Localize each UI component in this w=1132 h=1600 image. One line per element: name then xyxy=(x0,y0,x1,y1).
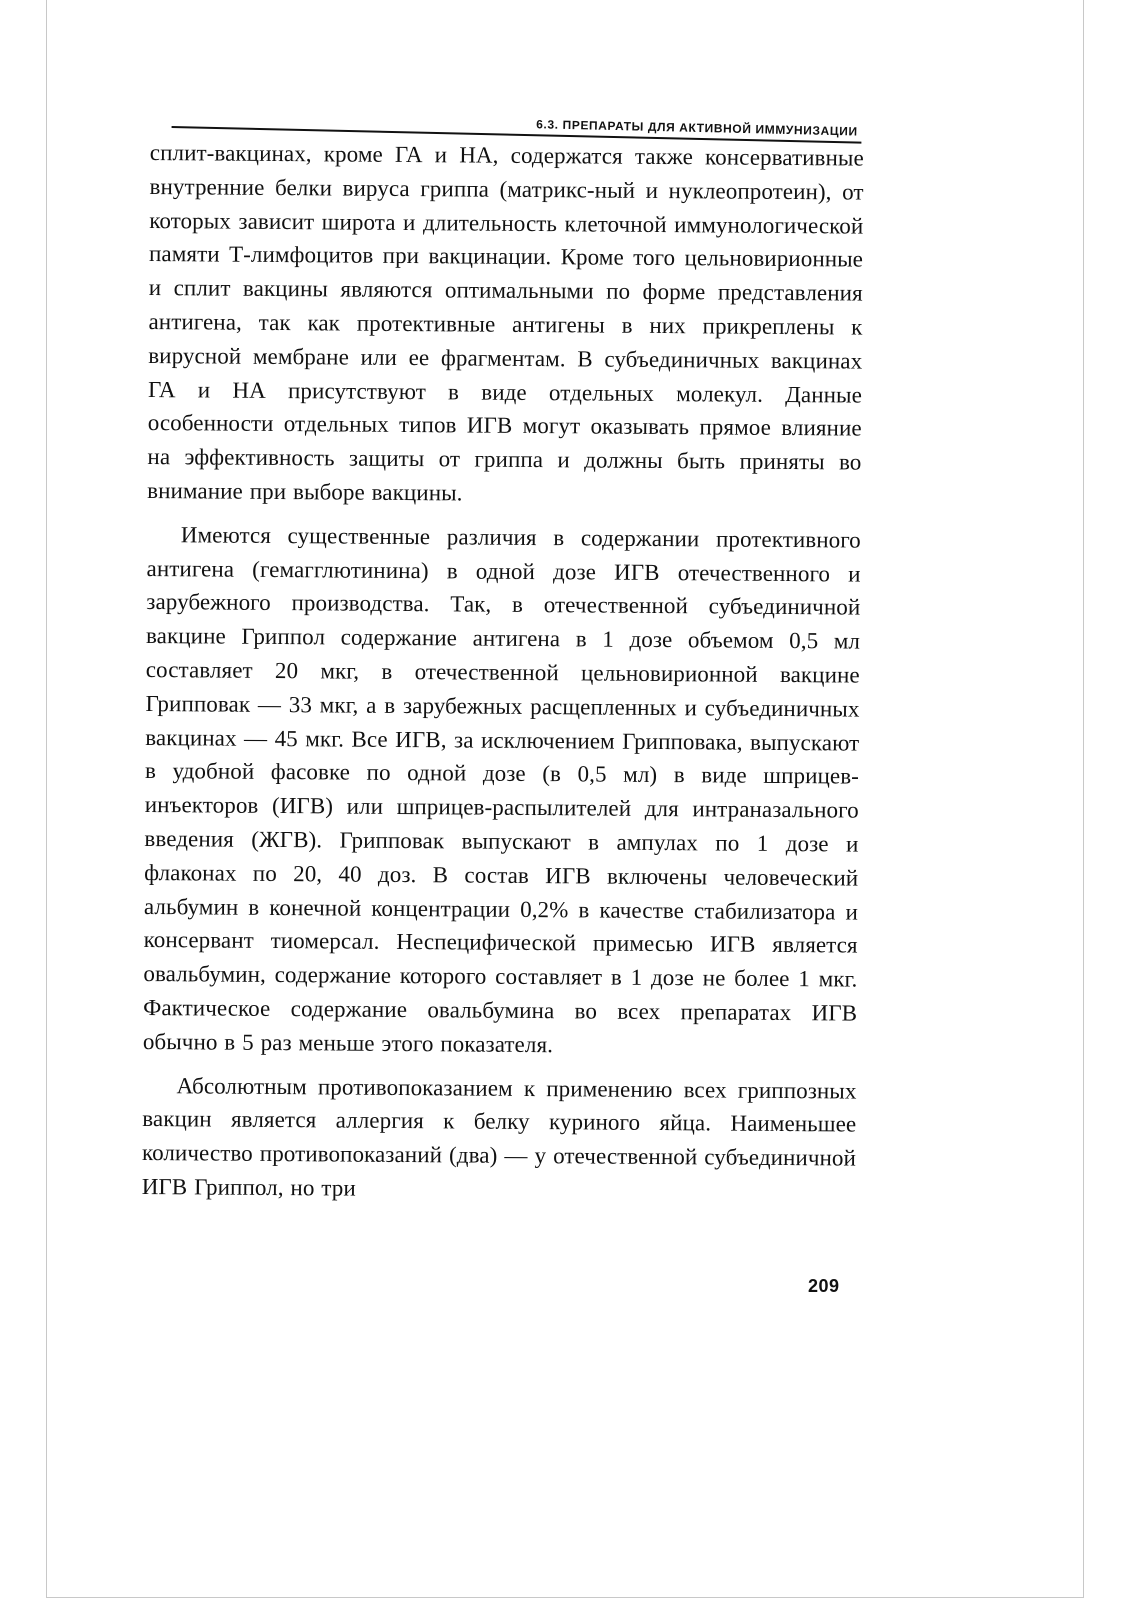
page-number: 209 xyxy=(808,1276,840,1296)
paragraph-contraindications: Абсолютным противопоказанием к применению всех гриппозных вакцин является аллергия к белку куриного яйца. Наименьшее количество противопоказаний (два) — у отечественной субъединичной ИГВ Гриппол, но три xyxy=(141,1072,857,1201)
body-text xyxy=(142,136,864,1209)
paragraph-continued: сплит-вакцинах, кроме ГА и НА, содержатся также консервативные внутренние белки вируса гриппа (матрикс-ный и нуклеопротеин), от которых зависит широта и длительность клеточной иммунологической памяти Т-лимфоцитов при вакцинации. Кроме того цельновирионные и сплит вакцины являются оптимальными по форме представления антигена, так как протективные антигены в них прикреплены к вирусной мембране или ее фрагментам. В субъединичных вакцинах ГА и НА присутствуют в виде отдельных молекул. Данные особенности отдельных типов ИГВ могут оказывать прямое влияние на эффективность защиты от гриппа и должны быть приняты во внимание при выборе вакцины. xyxy=(147,139,864,506)
paragraph-antigen-content: Имеются существенные различия в содержании протективного антигена (гемагглютинина) в одной дозе ИГВ отечественного и зарубежного производства. Так, в отечественной субъединичной вакцине Гриппол содержание антигена в 1 дозе объемом 0,5 мл составляет 20 мкг, в отечественной цельновирионной вакцине Грипповак — 33 мкг, а в зарубежных расщепленных и субъединичных вакцинах — 45 мкг. Все ИГВ, за исключением Грипповака, выпускают в удобной фасовке по одной дозе (в 0,5 мл) в виде шприцев-инъекторов (ИГВ) или шприцев-распылителей для интраназального введения (ЖГВ). Грипповак выпускают в ампулах по 1 дозе и флаконах по 20, 40 доз. В состав ИГВ включены человеческий альбумин в конечной концентрации 0,2% в качестве стабилизатора и консервант тиомерсал. Неспецифической примесью ИГВ является овальбумин, содержание которого составляет в 1 дозе не более 1 мкг. Фактическое содержание овальбумина во всех препаратах ИГВ обычно в 5 раз меньше этого показателя. xyxy=(142,522,861,1057)
running-head-title: 6.3. ПРЕПАРАТЫ ДЛЯ АКТИВНОЙ ИММУНИЗАЦИИ xyxy=(536,117,858,139)
